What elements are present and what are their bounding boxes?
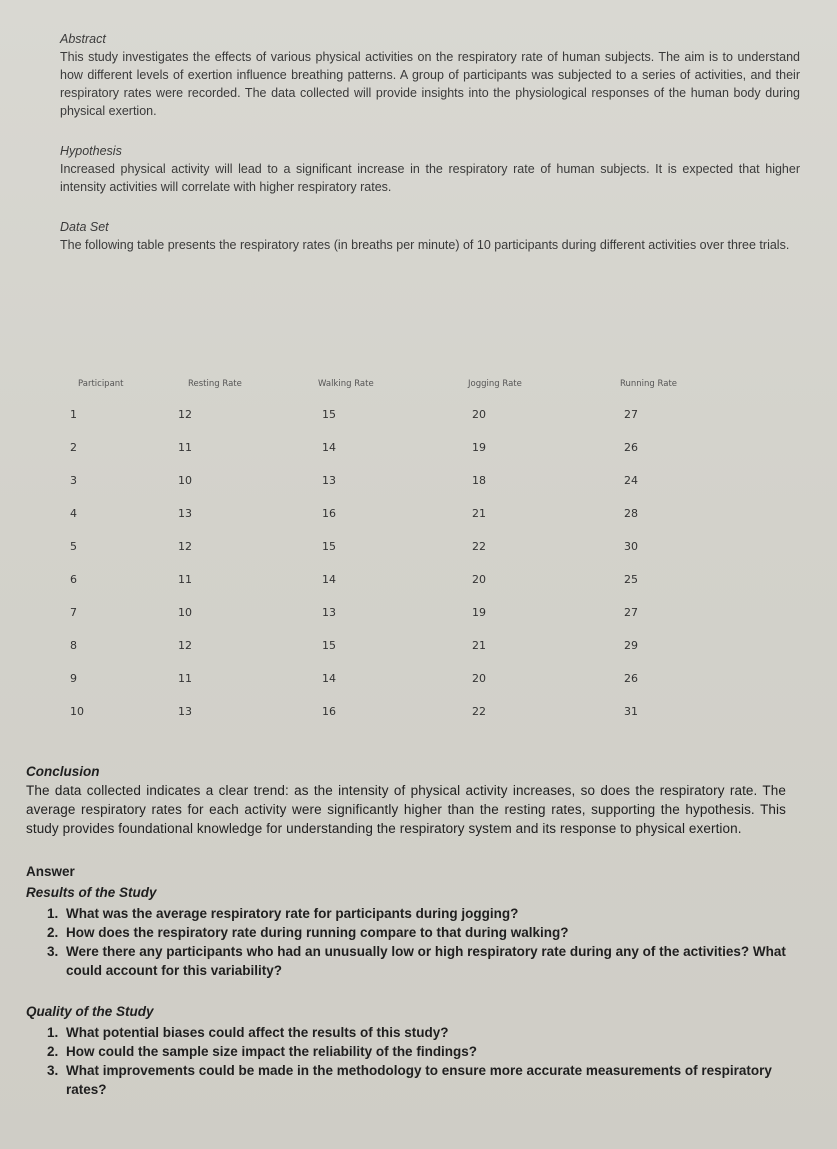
table-header-cell: Resting Rate [188,379,242,389]
results-question-list [26,904,786,980]
quality-question-list [26,1023,786,1099]
table-cell: 14 [322,441,336,454]
abstract-section [60,30,800,120]
table-cell: 3 [70,474,77,487]
table-header-cell: Participant [78,379,124,389]
table-cell: 8 [70,639,77,652]
data-set-heading: Data Set [60,220,109,234]
table-cell: 15 [322,639,336,652]
table-cell: 1 [70,408,77,421]
question-item: 2. How could the sample size impact the reliability of the findings? [62,1042,786,1061]
table-header-cell: Walking Rate [318,379,374,389]
table-header-row [58,370,778,398]
table-cell: 26 [624,672,638,685]
table-cell: 19 [472,606,486,619]
table-cell: 11 [178,672,192,685]
table-cell: 12 [178,540,192,553]
table-cell: 2 [70,441,77,454]
table-cell: 28 [624,507,638,520]
answer-heading: Answer [26,864,75,879]
question-item: 1. What was the average respiratory rate for participants during jogging? [62,904,786,923]
table-cell: 7 [70,606,77,619]
table-cell: 14 [322,573,336,586]
table-cell: 21 [472,507,486,520]
question-item: 2. How does the respiratory rate during running compare to that during walking? [62,923,786,942]
quality-heading: Quality of the Study [26,1004,154,1019]
table-cell: 21 [472,639,486,652]
table-cell: 20 [472,408,486,421]
abstract-heading: Abstract [60,32,106,46]
bottom-section [26,762,786,1099]
conclusion-text: The data collected indicates a clear trend: as the intensity of physical activity increases, so does the respiratory rate. The average respiratory rates for each activity were significantly higher than the resting rates, supporting the hypothesis. This study provides foundational knowledge for understanding the respiratory system and its response to physical exertion. [26,783,786,836]
table-cell: 13 [322,606,336,619]
table-cell: 13 [322,474,336,487]
table-body [58,398,778,728]
table-cell: 11 [178,573,192,586]
table-row [58,695,778,728]
conclusion-heading: Conclusion [26,764,100,779]
table-cell: 26 [624,441,638,454]
question-item: 1. What potential biases could affect the results of this study? [62,1023,786,1042]
table-cell: 15 [322,408,336,421]
table-cell: 5 [70,540,77,553]
table-cell: 25 [624,573,638,586]
table-row [58,398,778,431]
table-header-cell: Jogging Rate [468,379,522,389]
table-cell: 18 [472,474,486,487]
table-cell: 20 [472,573,486,586]
hypothesis-heading: Hypothesis [60,144,122,158]
table-cell: 13 [178,705,192,718]
table-cell: 30 [624,540,638,553]
table-cell: 15 [322,540,336,553]
table-cell: 29 [624,639,638,652]
table-row [58,464,778,497]
table-cell: 27 [624,408,638,421]
table-cell: 10 [70,705,84,718]
table-cell: 31 [624,705,638,718]
table-row [58,497,778,530]
table-cell: 10 [178,606,192,619]
table-row [58,431,778,464]
hypothesis-section [60,142,800,196]
table-cell: 16 [322,705,336,718]
table-row [58,596,778,629]
table-cell: 22 [472,705,486,718]
table-row [58,530,778,563]
table-cell: 14 [322,672,336,685]
table-cell: 24 [624,474,638,487]
top-section [60,30,800,276]
respiratory-rate-table [58,370,778,728]
table-cell: 11 [178,441,192,454]
hypothesis-text: Increased physical activity will lead to a significant increase in the respiratory rate of human subjects. It is expected that higher intensity activities will correlate with higher respiratory rates. [60,162,800,194]
table-cell: 13 [178,507,192,520]
data-set-section [60,218,800,254]
table-header-cell: Running Rate [620,379,678,389]
abstract-text: This study investigates the effects of various physical activities on the respiratory rate of human subjects. The aim is to understand how different levels of exertion influence breathing patterns. A group of participants was subjected to a series of activities, and their respiratory rates were recorded. The data collected will provide insights into the physiological responses of the human body during physical exertion. [60,50,800,118]
table-cell: 20 [472,672,486,685]
table-cell: 22 [472,540,486,553]
question-item: 3. What improvements could be made in the methodology to ensure more accurate measurements of respiratory rates? [62,1061,786,1099]
table-cell: 27 [624,606,638,619]
results-heading: Results of the Study [26,885,157,900]
question-item: 3. Were there any participants who had an unusually low or high respiratory rate during any of the activities? What could account for this variability? [62,942,786,980]
table-cell: 9 [70,672,77,685]
table-cell: 12 [178,639,192,652]
table-cell: 4 [70,507,77,520]
table-row [58,629,778,662]
table-row [58,563,778,596]
table-cell: 10 [178,474,192,487]
table-cell: 19 [472,441,486,454]
table-cell: 16 [322,507,336,520]
table-cell: 6 [70,573,77,586]
data-set-text: The following table presents the respiratory rates (in breaths per minute) of 10 participants during different activities over three trials. [60,238,790,252]
table-row [58,662,778,695]
table-cell: 12 [178,408,192,421]
